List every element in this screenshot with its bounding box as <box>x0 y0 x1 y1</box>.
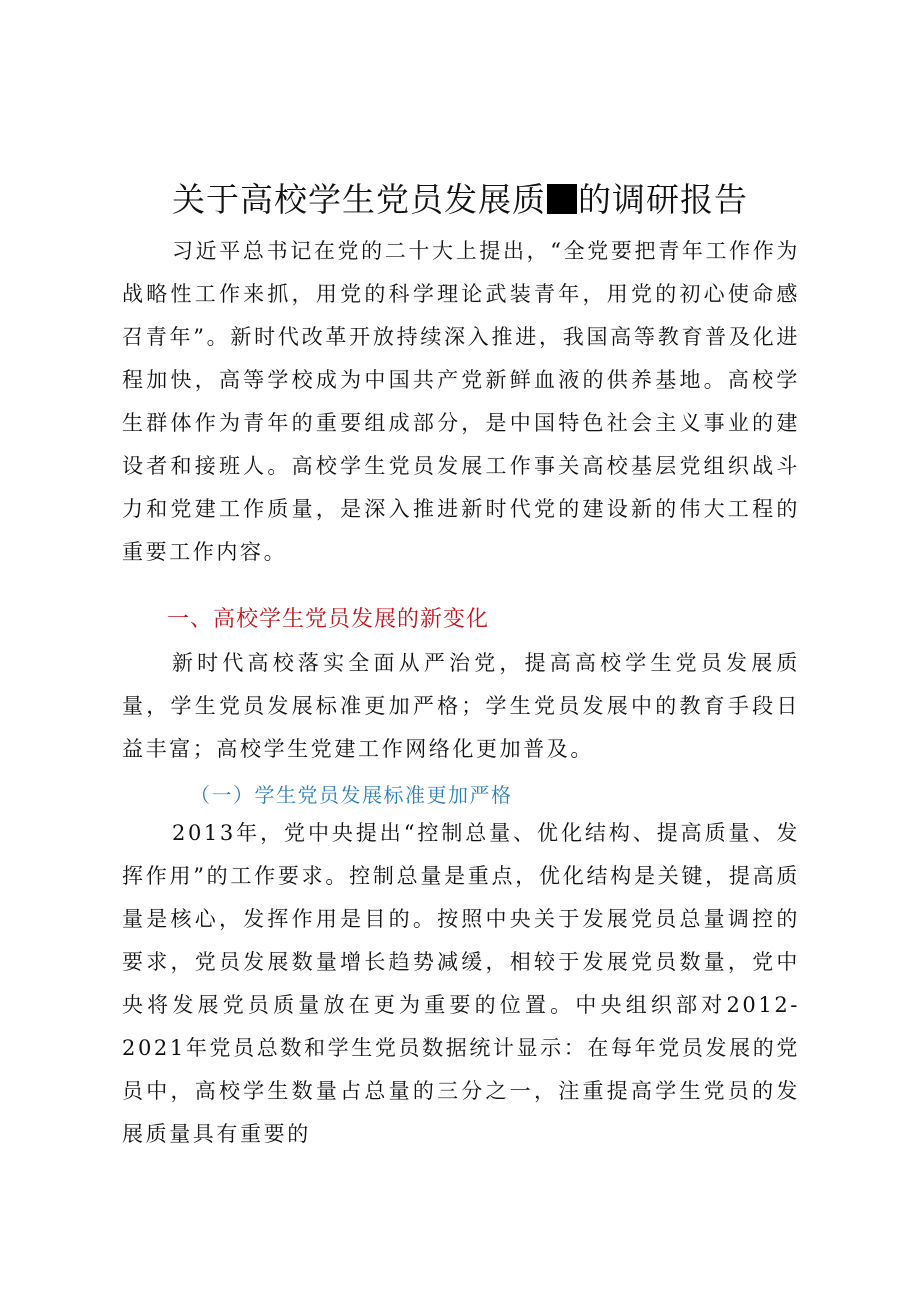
section-heading-1: 一、高校学生党员发展的新变化 <box>167 607 490 632</box>
title-text-before: 关于高校学生党员发展质 <box>172 180 546 219</box>
subsection-1-1-paragraph: 2013年，党中央提出“控制总量、优化结构、提高质量、发挥作用”的工作要求。控制总量是重点，优化结构是关键，提高质量是核心，发挥作用是目的。按照中央关于发展党员总量调控的要求，党员发展数量增长趋势减缓，相较于发展党员数量，党中央将发展党员质量放在更为重要的位置。中央组织部对2012-2021年党员总数和学生党员数据统计显示：在每年党员发展的党员中，高校学生数量占总量的三分之一，注重提高学生党员的发展质量具有重要的 <box>122 821 800 1146</box>
section-1-paragraph: 新时代高校落实全面从严治党，提高高校学生党员发展质量，学生党员发展标准更加严格；学生党员发展中的教育手段日益丰富；高校学生党建工作网络化更加普及。 <box>122 651 800 761</box>
document-title <box>0 176 920 224</box>
title-text-after: 的调研报告 <box>578 180 748 219</box>
intro-paragraph: 习近平总书记在党的二十大上提出，“全党要把青年工作作为战略性工作来抓，用党的科学理论武装青年，用党的初心使命感召青年”。新时代改革开放持续深入推进，我国高等教育普及化进程加快，高等学校成为中国共产党新鲜血液的供养基地。高校学生群体作为青年的重要组成部分，是中国特色社会主义事业的建设者和接班人。高校学生党员发展工作事关高校基层党组织战斗力和党建工作质量，是深入推进新时代党的建设新的伟大工程的重要工作内容。 <box>122 239 800 564</box>
subsection-heading-1-1: （一）学生党员发展标准更加严格 <box>190 783 513 807</box>
redacted-glyph-block <box>547 184 577 214</box>
